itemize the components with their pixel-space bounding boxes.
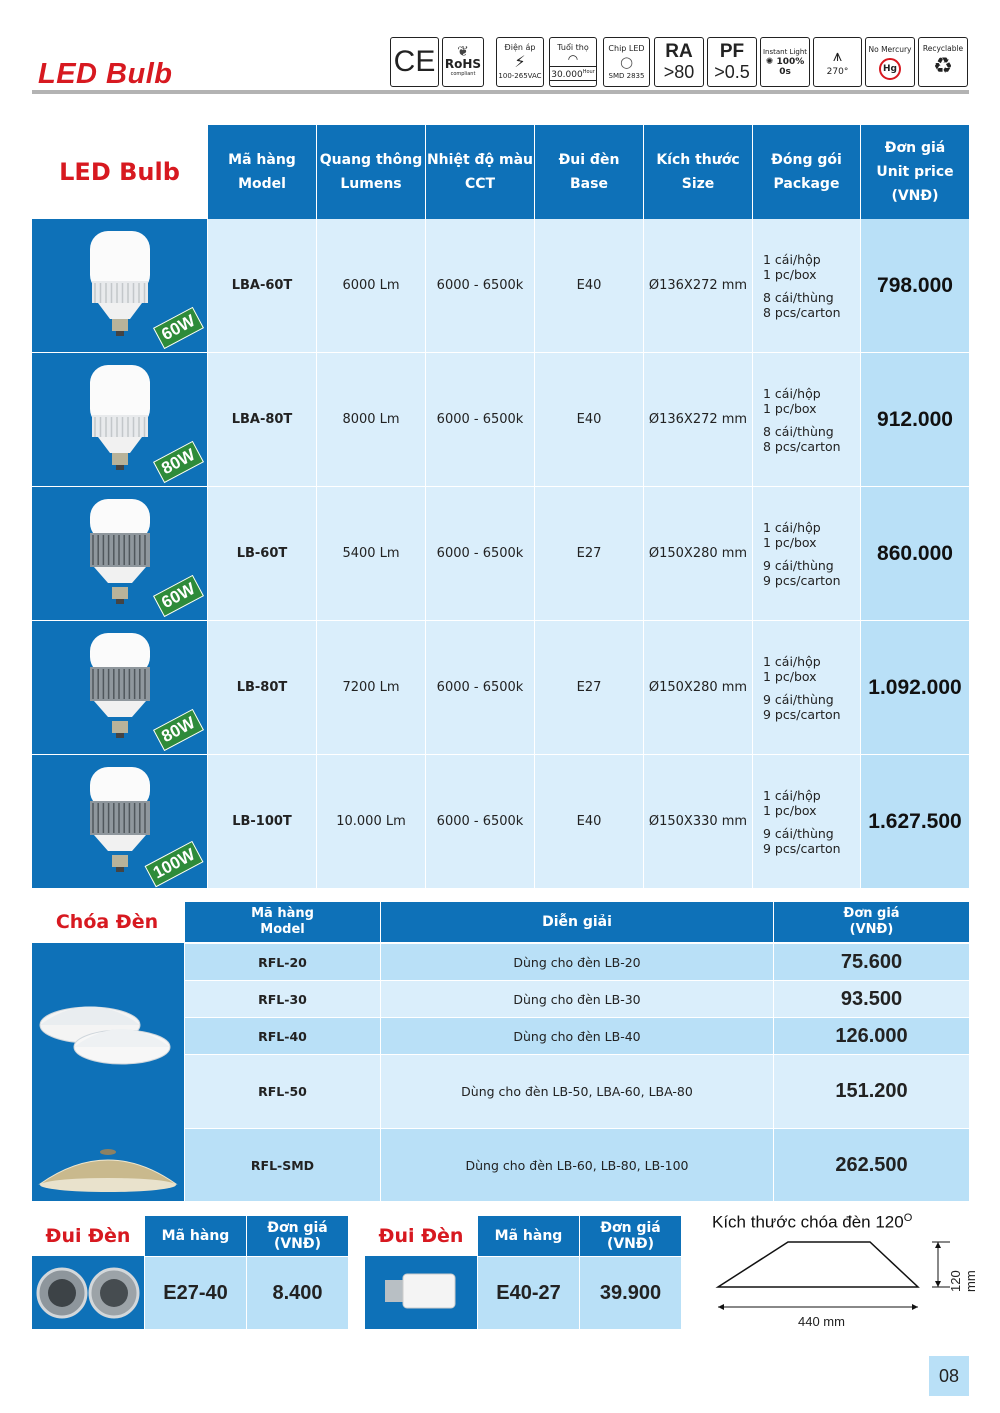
price-cell: 912.000 [860, 353, 969, 486]
size-cell: Ø150X330 mm [643, 755, 752, 888]
dimension-height: 120 mm [948, 1270, 978, 1292]
package-cell: 1 cái/hộp 1 pc/box 9 cái/thùng 9 pcs/carton [752, 755, 860, 888]
reflector-image [32, 943, 184, 1128]
reflector-price-cell: 151.200 [773, 1054, 969, 1128]
table-row [32, 219, 969, 353]
table-row [32, 353, 969, 487]
col-package: Đóng gói Package [752, 125, 860, 219]
cct-cell: 6000 - 6500k [425, 755, 534, 888]
bulb-table-label: LED Bulb [59, 158, 180, 186]
dimension-caption: Kích thước chóa đèn 120 [712, 1212, 904, 1232]
adapter-price: 39.900 [579, 1256, 681, 1329]
reflector-desc-cell: Dùng cho đèn LB-20 [380, 943, 773, 980]
table-row [32, 487, 969, 621]
rohs-icon: ❦ RoHS compliant [442, 37, 484, 87]
package-cell: 1 cái/hộp 1 pc/box 9 cái/thùng 9 pcs/carton [752, 487, 860, 620]
size-cell: Ø150X280 mm [643, 621, 752, 754]
lumens-cell: 6000 Lm [316, 219, 425, 352]
title-rule [32, 90, 969, 94]
ce-mark-icon: CE [390, 37, 439, 87]
voltage-icon: Điện áp ⚡ 100-265VAC [496, 37, 544, 87]
col-adapter-model: Mã hàng [477, 1216, 579, 1256]
wattage-badge: 80W [153, 709, 204, 751]
degree-mark: O [903, 1212, 913, 1224]
model-cell: LB-100T [207, 755, 316, 888]
lifetime-icon: Tuổi thọ ◠ $30.000^{Hour}$ [549, 37, 597, 87]
col-reflector-price: Đơn giá (VNĐ) [773, 902, 969, 942]
bulb-outline-icon: ○ [619, 52, 634, 71]
bulb-image [32, 621, 207, 754]
model-cell: LB-80T [207, 621, 316, 754]
price-cell: 1.627.500 [860, 755, 969, 888]
adapter-table-e27-40 [32, 1216, 348, 1329]
col-base: Đui đèn Base [534, 125, 643, 219]
pf-icon: PF >0.5 [707, 37, 757, 87]
col-adapter-price: Đơn giá (VNĐ) [246, 1216, 348, 1256]
col-lumens: Quang thông Lumens [316, 125, 425, 219]
lightning-icon: ⚡ [514, 52, 526, 71]
reflector-dome-icon [32, 943, 184, 1128]
cct-cell: 6000 - 6500k [425, 621, 534, 754]
size-cell: Ø150X280 mm [643, 487, 752, 620]
price-cell: 1.092.000 [860, 621, 969, 754]
base-cell: E40 [534, 219, 643, 352]
size-cell: Ø136X272 mm [643, 353, 752, 486]
bulb-image [32, 219, 207, 352]
beam-icon: ⩚ [832, 46, 843, 65]
col-size: Kích thước Size [643, 125, 752, 219]
reflector-cone-icon [32, 1128, 184, 1201]
lumens-cell: 10.000 Lm [316, 755, 425, 888]
reflector-table-label: Chóa Đèn [55, 911, 159, 933]
adapter-model: E27-40 [144, 1256, 246, 1329]
wattage-badge: 100W [144, 841, 203, 888]
beam-angle-icon: ⩚ 270° [813, 37, 862, 87]
base-cell: E27 [534, 487, 643, 620]
package-cell: 1 cái/hộp 1 pc/box 8 cái/thùng 8 pcs/carton [752, 353, 860, 486]
reflector-model-cell: RFL-50 [184, 1054, 380, 1128]
reflector-model-cell: RFL-30 [184, 980, 380, 1017]
reflector-desc-cell: Dùng cho đèn LB-60, LB-80, LB-100 [380, 1128, 773, 1201]
reflector-price-cell: 93.500 [773, 980, 969, 1017]
adapter-table-e40-27 [365, 1216, 681, 1329]
col-unit-price: Đơn giá Unit price (VNĐ) [860, 125, 969, 219]
chip-led-icon: Chip LED ○ SMD 2835 [603, 37, 650, 87]
model-cell: LBA-60T [207, 219, 316, 352]
gauge-icon: ◠ [567, 52, 579, 66]
col-model: Mã hàng Model [207, 125, 316, 219]
adapter-price: 8.400 [246, 1256, 348, 1329]
page-title: LED Bulb [38, 58, 173, 90]
wattage-badge: 60W [153, 307, 204, 349]
recycle-icon: ♻ [933, 54, 953, 79]
col-adapter-model: Mã hàng [144, 1216, 246, 1256]
adapter-model: E40-27 [477, 1256, 579, 1329]
package-cell: 1 cái/hộp 1 pc/box 9 cái/thùng 9 pcs/carton [752, 621, 860, 754]
adapter-label: Đui Đèn [378, 1225, 464, 1247]
reflector-model-cell: RFL-40 [184, 1017, 380, 1054]
col-reflector-model: Mã hàng Model [184, 902, 380, 942]
bulb-image [32, 755, 207, 888]
bulb-image [32, 487, 207, 620]
no-mercury-icon: No Mercury Hg [865, 37, 915, 87]
model-cell: LB-60T [207, 487, 316, 620]
reflector-desc-cell: Dùng cho đèn LB-50, LBA-60, LBA-80 [380, 1054, 773, 1128]
reflector-price-cell: 262.500 [773, 1128, 969, 1201]
col-cct: Nhiệt độ màu CCT [425, 125, 534, 219]
base-cell: E27 [534, 621, 643, 754]
dimension-width: 440 mm [798, 1314, 845, 1329]
cct-cell: 6000 - 6500k [425, 353, 534, 486]
reflector-smd-image [32, 1128, 184, 1201]
base-cell: E40 [534, 353, 643, 486]
metal-ring-icon [32, 1256, 144, 1329]
base-cell: E40 [534, 755, 643, 888]
bulb-table-header [32, 125, 969, 219]
table-row [32, 621, 969, 755]
hg-prohibited-icon: Hg [879, 58, 901, 80]
reflector-model-cell: RFL-20 [184, 943, 380, 980]
socket-adapter-icon [365, 1256, 477, 1329]
lumens-cell: 7200 Lm [316, 621, 425, 754]
cct-cell: 6000 - 6500k [425, 219, 534, 352]
package-cell: 1 cái/hộp 1 pc/box 8 cái/thùng 8 pcs/carton [752, 219, 860, 352]
adapter-rings-image [32, 1256, 144, 1329]
reflector-dimension-diagram [710, 1212, 980, 1342]
price-cell: 798.000 [860, 219, 969, 352]
lumens-cell: 5400 Lm [316, 487, 425, 620]
lumens-cell: 8000 Lm [316, 353, 425, 486]
page-number: 08 [929, 1356, 969, 1396]
wattage-badge: 60W [153, 575, 204, 617]
reflector-desc-cell: Dùng cho đèn LB-40 [380, 1017, 773, 1054]
reflector-price-cell: 75.600 [773, 943, 969, 980]
recyclable-icon: Recyclable ♻ [918, 37, 968, 87]
col-adapter-price: Đơn giá (VNĐ) [579, 1216, 681, 1256]
price-cell: 860.000 [860, 487, 969, 620]
bulb-image [32, 353, 207, 486]
instant-light-icon: Instant Light ✺ 100% 0s [760, 37, 810, 87]
trapezoid-icon [710, 1212, 980, 1342]
reflector-desc-cell: Dùng cho đèn LB-30 [380, 980, 773, 1017]
wattage-badge: 80W [153, 441, 204, 483]
col-reflector-desc: Diễn giải [380, 902, 773, 942]
adapter-socket-image [365, 1256, 477, 1329]
adapter-label: Đui Đèn [45, 1225, 131, 1247]
table-row [32, 755, 969, 889]
reflector-model-cell: RFL-SMD [184, 1128, 380, 1201]
size-cell: Ø136X272 mm [643, 219, 752, 352]
cct-cell: 6000 - 6500k [425, 487, 534, 620]
model-cell: LBA-80T [207, 353, 316, 486]
ra-icon: RA >80 [654, 37, 704, 87]
reflector-price-cell: 126.000 [773, 1017, 969, 1054]
